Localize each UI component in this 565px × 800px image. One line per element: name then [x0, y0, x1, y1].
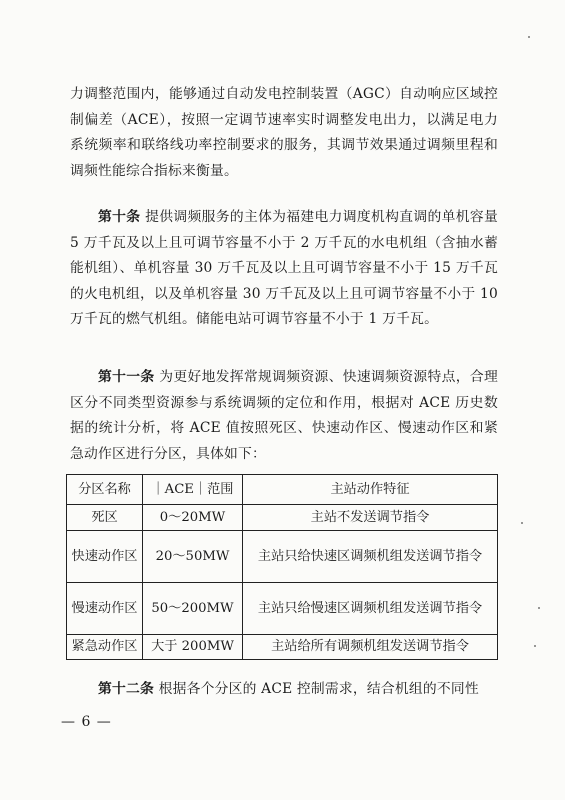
table-row: [67, 531, 498, 583]
master-action-cell: 主站给所有调频机组发送调节指令: [243, 635, 498, 660]
master-action-cell: 主站只给慢速区调频机组发送调节指令: [243, 583, 498, 635]
article-10-label: 第十条: [98, 209, 141, 225]
table-row: [67, 505, 498, 531]
table-row: [67, 635, 498, 660]
ace-range-cell: 20～50MW: [143, 531, 243, 583]
paragraph-article-11: [70, 365, 498, 467]
paragraph-article-12: [70, 677, 498, 703]
scan-speck: [538, 607, 540, 609]
table-header-row: [67, 475, 498, 505]
scan-speck: [534, 645, 536, 647]
ace-range-cell: 大于 200MW: [143, 635, 243, 660]
ace-zone-table: [66, 474, 498, 660]
page-number: — 6 —: [61, 714, 112, 730]
scan-speck: [521, 522, 523, 524]
article-12-label: 第十二条: [98, 681, 154, 697]
master-action-cell: 主站不发送调节指令: [243, 505, 498, 531]
article-11-label: 第十一条: [98, 369, 155, 385]
zone-name-cell: 慢速动作区: [67, 583, 143, 635]
paragraph-continuation: 力调整范围内，能够通过自动发电控制装置（AGC）自动响应区域控制偏差（ACE），按照一定调节速率实时调整发电出力，以满足电力系统频率和联络线功率控制要求的服务，其调节效果通过调频里程和调频性能综合指标来衡量。: [70, 86, 498, 179]
zone-name-cell: 紧急动作区: [67, 635, 143, 660]
scan-speck: [528, 36, 530, 38]
ace-range-cell: 50～200MW: [143, 583, 243, 635]
ace-range-cell: 0～20MW: [143, 505, 243, 531]
paragraph-article-10: [70, 205, 498, 333]
table-row: [67, 583, 498, 635]
article-10-text: 提供调频服务的主体为福建电力调度机构直调的单机容量 5 万千瓦及以上且可调节容量不小于 2 万千瓦的水电机组（含抽水蓄能机组）、单机容量 30 万千瓦及以上且可调节容量不小于 15 万千瓦的火电机组，以及单机容量 30 万千瓦及以上且可调节容量不小于 10 万千瓦的燃气机组。储能电站可调节容量不小于 1 万千瓦。: [70, 209, 499, 328]
article-11-text: 为更好地发挥常规调频资源、快速调频资源特点，合理区分不同类型资源参与系统调频的定位和作用，根据对 ACE 历史数据的统计分析，将 ACE 值按照死区、快速动作区、慢速动作区和紧急动作区进行分区，具体如下：: [70, 369, 498, 462]
header-master-action: 主站动作特征: [243, 475, 498, 505]
header-zone-name: 分区名称: [67, 475, 143, 505]
zone-name-cell: 死区: [67, 505, 143, 531]
header-ace-range: ｜ACE｜范围: [143, 475, 243, 505]
zone-name-cell: 快速动作区: [67, 531, 143, 583]
article-12-text: 根据各个分区的 ACE 控制需求，结合机组的不同性: [158, 681, 479, 697]
master-action-cell: 主站只给快速区调频机组发送调节指令: [243, 531, 498, 583]
